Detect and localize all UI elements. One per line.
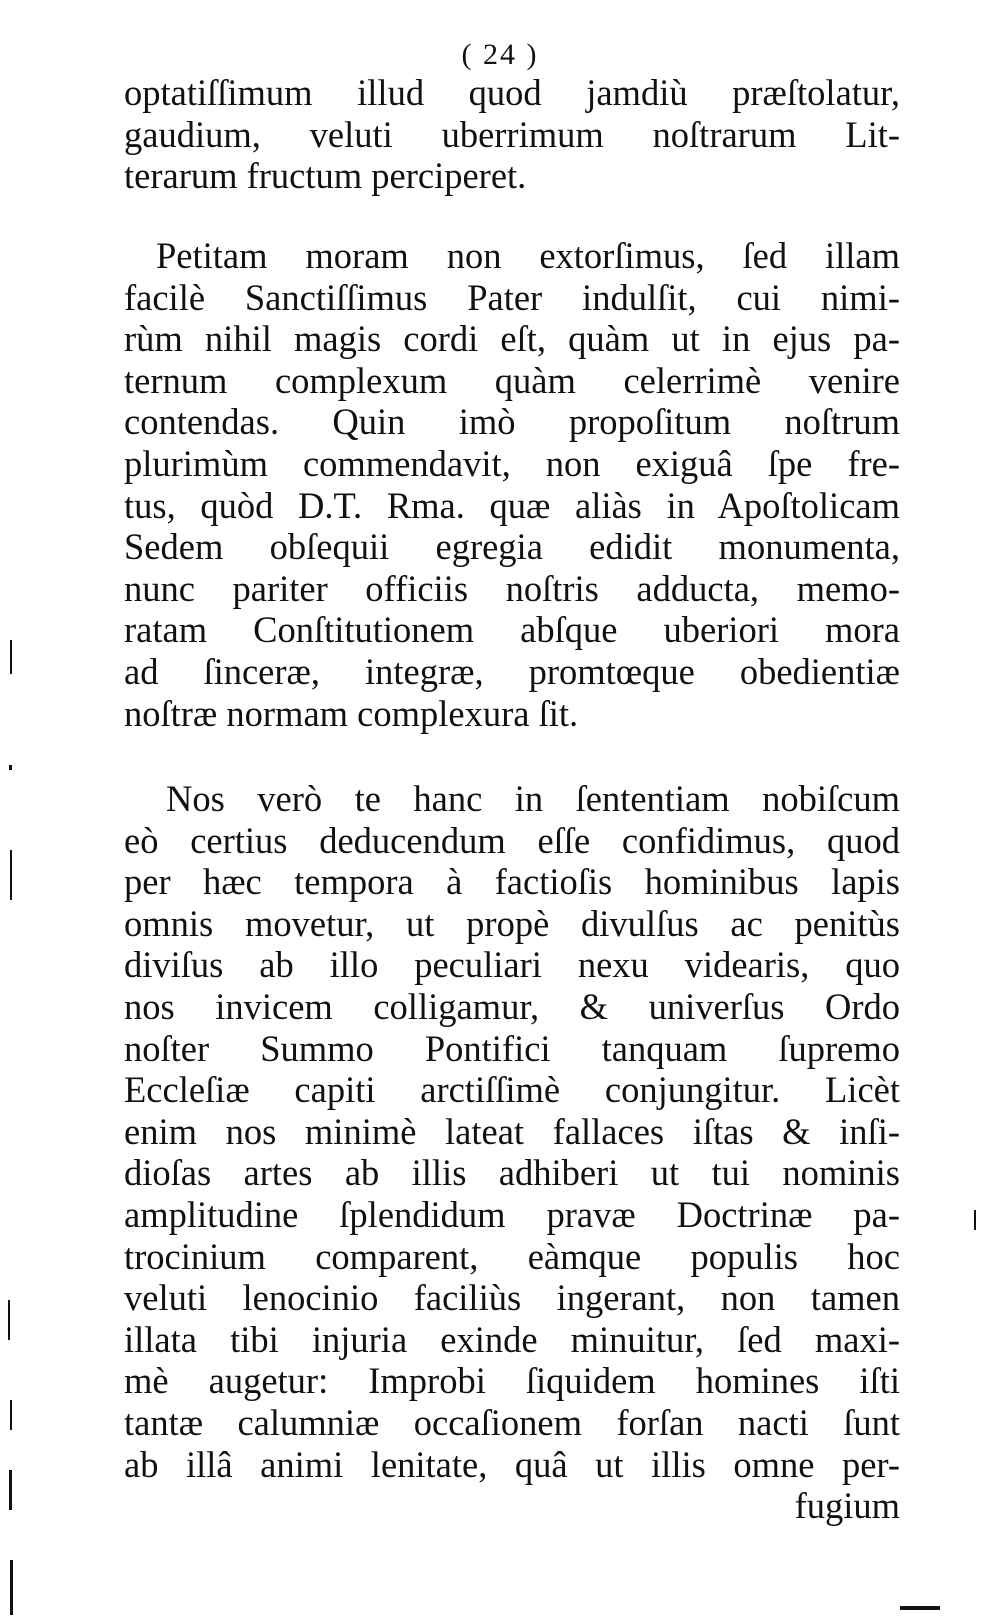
text-line: mè augetur: Improbi ſiquidem homines iſti [124,1360,900,1402]
text-line: diviſus ab illo peculiari nexu videaris, quo [124,944,900,986]
text-line: plurimùm commendavit, non exiguâ ſpe fre- [124,442,900,484]
text-line: ab illâ animi lenitate, quâ ut illis omne per- [124,1443,900,1485]
text-line: facilè Sanctiſſimus Pater indulſit, cui nimi- [124,276,900,318]
text-line: Nos verò te hanc in ſententiam nobiſcum [166,778,900,819]
scan-edge-mark [900,1606,940,1610]
text-line: ratam Conſtitutionem abſque uberiori mora [124,609,900,651]
text-line: dioſas artes ab illis adhiberi ut tui nominis [124,1152,900,1194]
text-line: nunc pariter officiis noſtris adducta, memo- [124,567,900,609]
text-line: gaudium, veluti uberrimum noſtrarum Lit- [124,113,900,155]
text-line: noſtræ normam complexura ſit. [124,692,579,734]
text-line: per hæc tempora à factioſis hominibus lapis [124,861,900,903]
paragraph-3 [124,778,900,1527]
text-line: omnis movetur, ut propè divulſus ac penitùs [124,902,900,944]
scan-edge-mark [10,640,12,674]
paragraph-2 [124,235,900,734]
text-line: illata tibi injuria exinde minuitur, ſed maxi- [124,1318,900,1360]
text-line: contendas. Quin imò propoſitum noſtrum [124,401,900,443]
text-line: trocinium comparent, eàmque populis hoc [124,1235,900,1277]
text-line: Eccleſiæ capiti arctiſſimè conjungitur. Licèt [124,1069,900,1111]
text-line: veluti lenocinio faciliùs ingerant, non tamen [124,1277,900,1319]
text-line: tus, quòd D.T. Rma. quæ aliàs in Apoſtolicam [124,484,900,526]
text-line: optatiſſimum illud quod jamdiù præſtolatur, [124,72,900,113]
scan-edge-mark [10,1560,13,1615]
text-line: Petitam moram non extorſimus, ſed illam [156,235,900,276]
text-line: ad ſinceræ, integræ, promtœque obedientiæ [124,650,900,692]
scan-edge-mark [974,1210,976,1230]
scan-edge-mark [10,1400,12,1430]
text-line: tantæ calumniæ occaſionem forſan nacti ſunt [124,1401,900,1443]
scan-edge-mark [10,850,12,900]
text-line: amplitudine ſplendidum pravæ Doctrinæ pa- [124,1193,900,1235]
scan-edge-mark [9,1470,12,1510]
text-line: ternum complexum quàm celerrimè venire [124,359,900,401]
catchword: fugium [794,1485,900,1527]
text-line: nos invicem colligamur, & univerſus Ordo [124,985,900,1027]
text-line: rùm nihil magis cordi eſt, quàm ut in ejus pa- [124,318,900,360]
page-number: ( 24 ) [461,38,539,71]
paragraph-1 [124,72,900,197]
text-line: Sedem obſequii egregia edidit monumenta, [124,526,900,568]
text-line: enim nos minimè lateat fallaces iſtas & inſi- [124,1110,900,1152]
scan-edge-mark [9,765,12,770]
text-line: terarum fructum perciperet. [124,155,527,197]
text-line: noſter Summo Pontifici tanquam ſupremo [124,1027,900,1069]
scan-edge-mark [8,1300,10,1340]
text-line: eò certius deducendum eſſe confidimus, quod [124,819,900,861]
